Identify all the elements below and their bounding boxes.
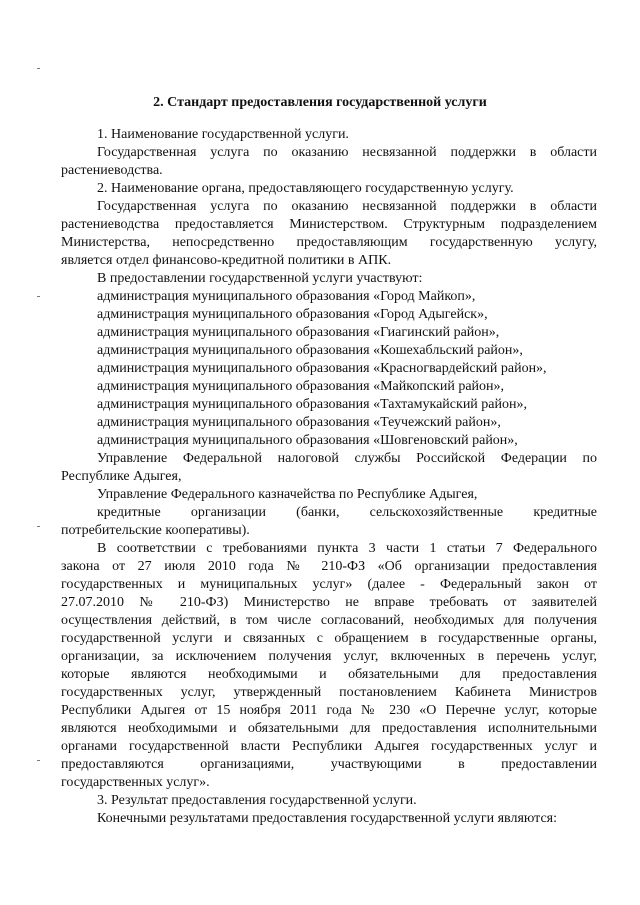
paragraph-line: В соответствии с требованиями пункта 3 части 1 статьи 7 Федерального — [97, 541, 597, 556]
paragraph-line: организации, за исключением получения услуг, включенных в перечень услуг, — [61, 649, 597, 664]
paragraph-line: 3. Результат предоставления государственной услуги. — [97, 793, 417, 808]
paragraph-line: государственной услуги и связанных с обращением в государственные органы, — [61, 631, 597, 646]
list-item: администрация муниципального образования «Шовгеновский район», — [97, 433, 518, 448]
paragraph-line: органами государственной власти Республики Адыгея государственных услуг и — [61, 739, 597, 754]
paragraph-line: государственных услуг, утвержденный постановлением Кабинета Министров — [61, 685, 597, 700]
list-item: кредитные организации (банки, сельскохозяйственные кредитные — [97, 505, 597, 520]
paragraph-line: растениеводства. — [61, 163, 163, 178]
paragraph-line: Конечными результатами предоставления государственной услуги являются: — [97, 811, 557, 826]
paragraph-line: растениеводства предоставляется Министерством. Структурным подразделением — [61, 217, 597, 232]
list-item: администрация муниципального образования «Кошехабльский район», — [97, 343, 523, 358]
paragraph-line: 27.07.2010 № 210-ФЗ) Министерство не вправе требовать от заявителей — [61, 595, 597, 610]
list-item: администрация муниципального образования «Город Адыгейск», — [97, 307, 488, 322]
list-item: Управление Федерального казначейства по Республике Адыгея, — [97, 487, 478, 502]
paragraph-line: Республики Адыгея от 15 ноября 2011 года № 230 «О Перечне услуг, которые — [61, 703, 597, 718]
list-item: администрация муниципального образования «Город Майкоп», — [97, 289, 476, 304]
list-item: администрация муниципального образования «Майкопский район», — [97, 379, 505, 394]
list-item: Республике Адыгея, — [61, 469, 182, 484]
scan-speck — [37, 296, 40, 297]
paragraph-line: закона от 27 июля 2010 года № 210-ФЗ «Об организации предоставления — [61, 559, 597, 574]
paragraph-line: Государственная услуга по оказанию несвязанной поддержки в области — [97, 199, 597, 214]
section-title: 2. Стандарт предоставления государственной услуги — [153, 95, 487, 110]
list-item: Управление Федеральной налоговой службы Российской Федерации по — [97, 451, 597, 466]
paragraph-line: 1. Наименование государственной услуги. — [97, 127, 349, 142]
scan-speck — [37, 68, 40, 69]
list-item: администрация муниципального образования «Красногвардейский район», — [97, 361, 547, 376]
paragraph-line: Министерства, непосредственно предоставляющим государственную услугу, — [61, 235, 597, 250]
paragraph-line: государственных услуг». — [61, 775, 210, 790]
paragraph-line: государственных и муниципальных услуг» (далее - Федеральный закон от — [61, 577, 597, 592]
paragraph-line: осуществления действий, в том числе согласований, необходимых для получения — [61, 613, 597, 628]
paragraph-line: является отдел финансово-кредитной политики в АПК. — [61, 253, 392, 268]
paragraph-line: предоставляются организациями, участвующими в предоставлении — [61, 757, 597, 772]
paragraph-line: являются необходимыми и обязательными для предоставления исполнительными — [61, 721, 597, 736]
list-item: потребительские кооперативы). — [61, 523, 250, 538]
paragraph-line: Государственная услуга по оказанию несвязанной поддержки в области — [97, 145, 597, 160]
list-item: администрация муниципального образования «Тахтамукайский район», — [97, 397, 528, 412]
scan-speck — [37, 526, 40, 527]
paragraph-line: 2. Наименование органа, предоставляющего государственную услугу. — [97, 181, 514, 196]
scan-speck — [37, 760, 40, 761]
list-item: администрация муниципального образования «Теучежский район», — [97, 415, 501, 430]
paragraph-line: которые являются необходимыми и обязательными для предоставления — [61, 667, 597, 682]
list-item: администрация муниципального образования «Гиагинский район», — [97, 325, 500, 340]
paragraph-line: В предоставлении государственной услуги участвуют: — [97, 271, 423, 286]
